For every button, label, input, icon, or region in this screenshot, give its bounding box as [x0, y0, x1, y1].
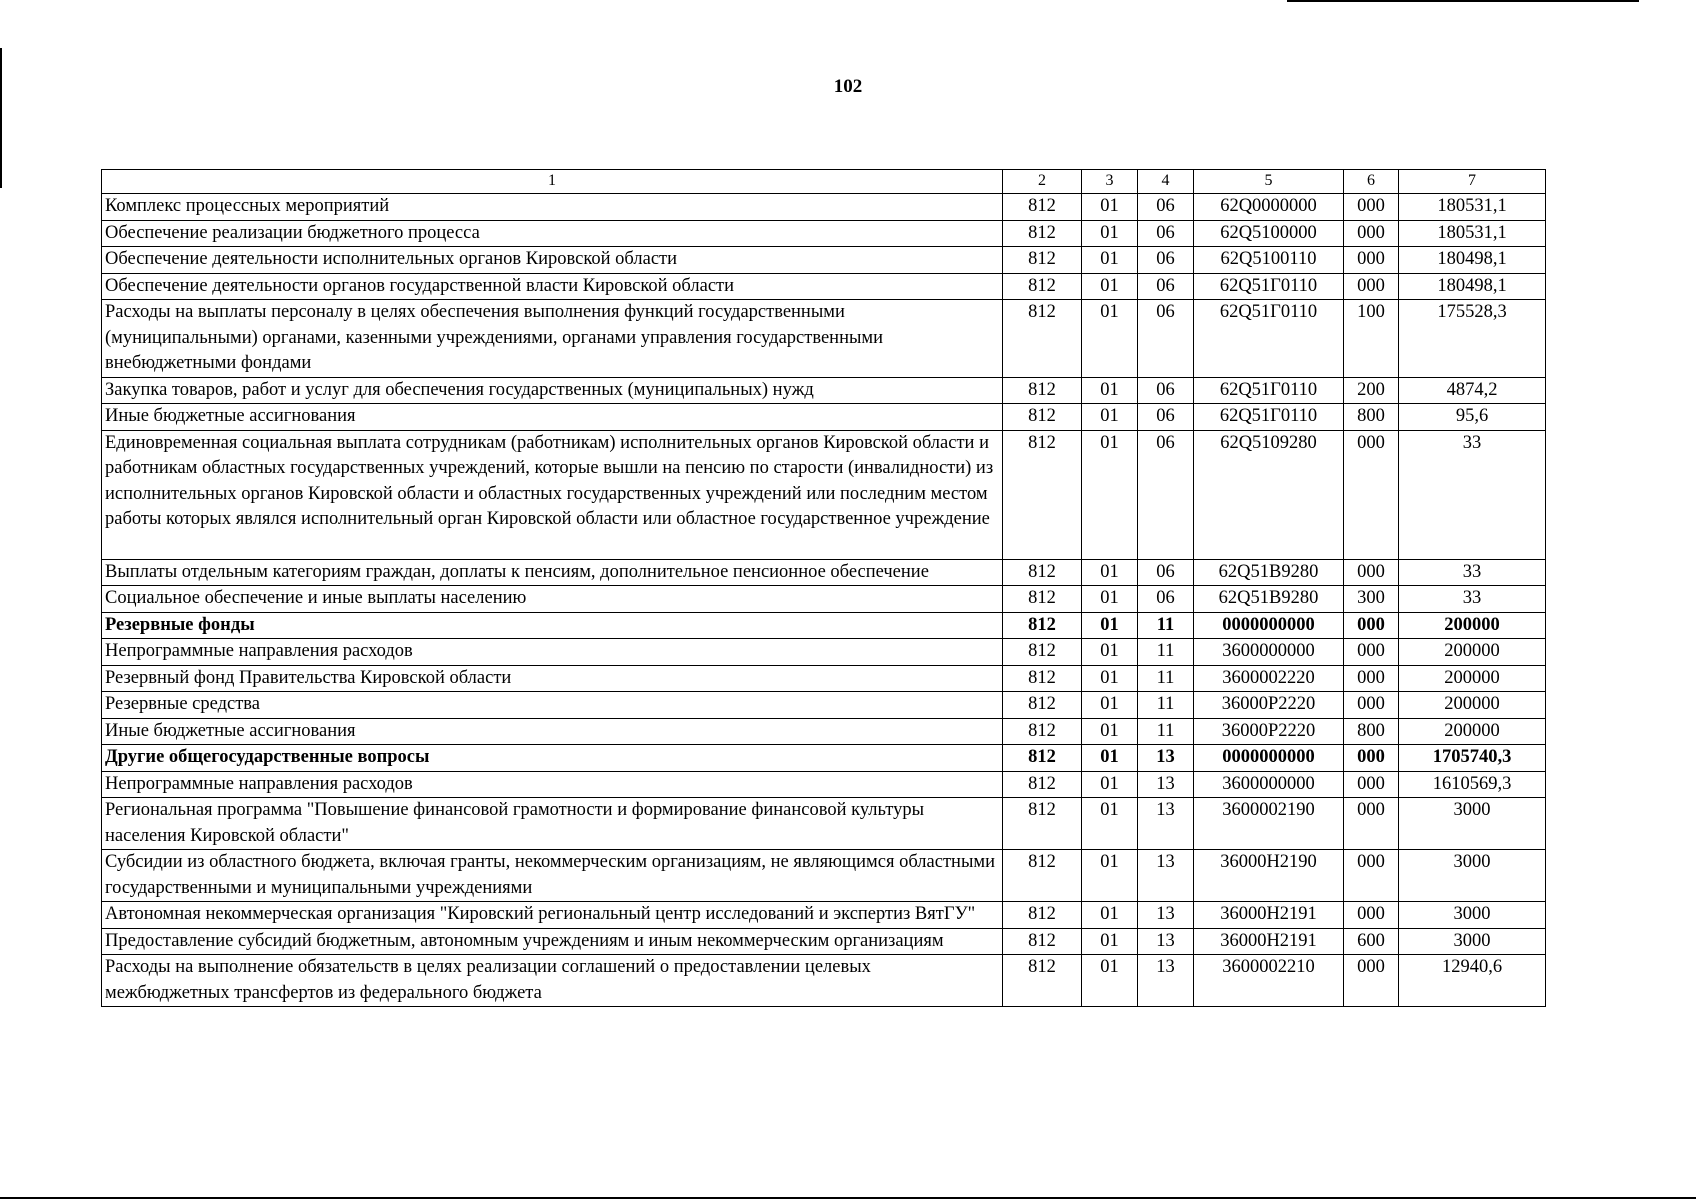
table-row: [102, 665, 1546, 692]
target-article-cell: 36000Н2191: [1194, 902, 1344, 929]
subsection-code-cell: 06: [1138, 559, 1194, 586]
expense-type-cell: 000: [1344, 639, 1399, 666]
expense-type-cell: 800: [1344, 718, 1399, 745]
section-code-cell: 01: [1082, 430, 1138, 559]
target-article-cell: 62Q51Г0110: [1194, 273, 1344, 300]
target-article-cell: 62Q51Г0110: [1194, 404, 1344, 431]
amount-cell: 3000: [1399, 902, 1546, 929]
table-row: [102, 194, 1546, 221]
row-name-cell: Социальное обеспечение и иные выплаты населению: [102, 586, 1003, 613]
amount-cell: 200000: [1399, 639, 1546, 666]
expense-type-cell: 000: [1344, 194, 1399, 221]
expense-type-cell: 000: [1344, 850, 1399, 902]
expense-type-cell: 000: [1344, 430, 1399, 559]
column-header: 4: [1138, 170, 1194, 194]
section-code-cell: 01: [1082, 559, 1138, 586]
header-row: [102, 170, 1546, 194]
amount-cell: 33: [1399, 586, 1546, 613]
row-name-cell: Предоставление субсидий бюджетным, автономным учреждениям и иным некоммерческим организациям: [102, 928, 1003, 955]
grbs-code-cell: 812: [1003, 639, 1082, 666]
amount-cell: 180498,1: [1399, 273, 1546, 300]
grbs-code-cell: 812: [1003, 404, 1082, 431]
row-name-cell: Обеспечение реализации бюджетного процесса: [102, 220, 1003, 247]
row-name-cell: Другие общегосударственные вопросы: [102, 745, 1003, 772]
expense-type-cell: 600: [1344, 928, 1399, 955]
section-code-cell: 01: [1082, 718, 1138, 745]
expense-type-cell: 000: [1344, 745, 1399, 772]
table-row: [102, 745, 1546, 772]
amount-cell: 180531,1: [1399, 194, 1546, 221]
row-name-cell: Закупка товаров, работ и услуг для обеспечения государственных (муниципальных) нужд: [102, 377, 1003, 404]
amount-cell: 200000: [1399, 692, 1546, 719]
subsection-code-cell: 13: [1138, 928, 1194, 955]
expense-type-cell: 300: [1344, 586, 1399, 613]
expense-type-cell: 000: [1344, 247, 1399, 274]
expense-type-cell: 000: [1344, 692, 1399, 719]
column-header: 2: [1003, 170, 1082, 194]
target-article-cell: 62Q5109280: [1194, 430, 1344, 559]
section-code-cell: 01: [1082, 665, 1138, 692]
table-row: [102, 718, 1546, 745]
row-name-cell: Резервные фонды: [102, 612, 1003, 639]
target-article-cell: 36000Н2190: [1194, 850, 1344, 902]
section-code-cell: 01: [1082, 639, 1138, 666]
grbs-code-cell: 812: [1003, 220, 1082, 247]
amount-cell: 3000: [1399, 798, 1546, 850]
grbs-code-cell: 812: [1003, 586, 1082, 613]
table-row: [102, 377, 1546, 404]
subsection-code-cell: 13: [1138, 745, 1194, 772]
table-row: [102, 300, 1546, 378]
row-name-cell: Комплекс процессных мероприятий: [102, 194, 1003, 221]
grbs-code-cell: 812: [1003, 300, 1082, 378]
grbs-code-cell: 812: [1003, 798, 1082, 850]
grbs-code-cell: 812: [1003, 928, 1082, 955]
expense-type-cell: 000: [1344, 798, 1399, 850]
amount-cell: 200000: [1399, 665, 1546, 692]
target-article-cell: 0000000000: [1194, 612, 1344, 639]
grbs-code-cell: 812: [1003, 247, 1082, 274]
row-name-cell: Иные бюджетные ассигнования: [102, 404, 1003, 431]
subsection-code-cell: 06: [1138, 247, 1194, 274]
grbs-code-cell: 812: [1003, 194, 1082, 221]
grbs-code-cell: 812: [1003, 430, 1082, 559]
subsection-code-cell: 06: [1138, 300, 1194, 378]
amount-cell: 12940,6: [1399, 955, 1546, 1007]
expense-type-cell: 100: [1344, 300, 1399, 378]
row-name-cell: Непрограммные направления расходов: [102, 771, 1003, 798]
table-row: [102, 559, 1546, 586]
row-name-cell: Непрограммные направления расходов: [102, 639, 1003, 666]
section-code-cell: 01: [1082, 247, 1138, 274]
scan-edge-left: [0, 48, 2, 188]
table-row: [102, 586, 1546, 613]
grbs-code-cell: 812: [1003, 902, 1082, 929]
table-body: [102, 194, 1546, 1007]
table-row: [102, 902, 1546, 929]
row-name-cell: Обеспечение деятельности исполнительных органов Кировской области: [102, 247, 1003, 274]
section-code-cell: 01: [1082, 612, 1138, 639]
row-name-cell: Иные бюджетные ассигнования: [102, 718, 1003, 745]
section-code-cell: 01: [1082, 220, 1138, 247]
target-article-cell: 3600002210: [1194, 955, 1344, 1007]
expense-type-cell: 000: [1344, 220, 1399, 247]
column-header: 6: [1344, 170, 1399, 194]
column-header: 7: [1399, 170, 1546, 194]
amount-cell: 200000: [1399, 718, 1546, 745]
amount-cell: 3000: [1399, 928, 1546, 955]
target-article-cell: 62Q0000000: [1194, 194, 1344, 221]
row-name-cell: Единовременная социальная выплата сотрудникам (работникам) исполнительных органов Кировской области и работникам областных государственных учреждений, которые вышли на пенсию по старости (инвалидности) из исполнительных органов Кировской области и областных государственных учреждений или последним местом работы которых являлся исполнительный орган Кировской области или областное государственное учреждение: [102, 430, 1003, 559]
subsection-code-cell: 06: [1138, 220, 1194, 247]
grbs-code-cell: 812: [1003, 612, 1082, 639]
target-article-cell: 3600002220: [1194, 665, 1344, 692]
column-header: 3: [1082, 170, 1138, 194]
table-row: [102, 850, 1546, 902]
target-article-cell: 36000Р2220: [1194, 718, 1344, 745]
table-row: [102, 771, 1546, 798]
target-article-cell: 36000Р2220: [1194, 692, 1344, 719]
grbs-code-cell: 812: [1003, 665, 1082, 692]
expense-type-cell: 000: [1344, 612, 1399, 639]
row-name-cell: Выплаты отдельным категориям граждан, доплаты к пенсиям, дополнительное пенсионное обеспечение: [102, 559, 1003, 586]
grbs-code-cell: 812: [1003, 745, 1082, 772]
amount-cell: 95,6: [1399, 404, 1546, 431]
subsection-code-cell: 06: [1138, 430, 1194, 559]
subsection-code-cell: 11: [1138, 692, 1194, 719]
section-code-cell: 01: [1082, 902, 1138, 929]
column-header: 5: [1194, 170, 1344, 194]
page-number: 102: [833, 76, 863, 97]
expense-type-cell: 200: [1344, 377, 1399, 404]
subsection-code-cell: 13: [1138, 798, 1194, 850]
row-name-cell: Обеспечение деятельности органов государственной власти Кировской области: [102, 273, 1003, 300]
subsection-code-cell: 06: [1138, 377, 1194, 404]
section-code-cell: 01: [1082, 771, 1138, 798]
grbs-code-cell: 812: [1003, 718, 1082, 745]
subsection-code-cell: 06: [1138, 273, 1194, 300]
section-code-cell: 01: [1082, 928, 1138, 955]
table-row: [102, 247, 1546, 274]
table-row: [102, 273, 1546, 300]
expense-type-cell: 000: [1344, 665, 1399, 692]
grbs-code-cell: 812: [1003, 559, 1082, 586]
target-article-cell: 62Q5100000: [1194, 220, 1344, 247]
section-code-cell: 01: [1082, 745, 1138, 772]
grbs-code-cell: 812: [1003, 850, 1082, 902]
target-article-cell: 3600000000: [1194, 771, 1344, 798]
table-row: [102, 928, 1546, 955]
budget-table: [101, 169, 1546, 1007]
scan-edge-bottom: [0, 1197, 1696, 1199]
target-article-cell: 62Q5100110: [1194, 247, 1344, 274]
subsection-code-cell: 11: [1138, 639, 1194, 666]
row-name-cell: Резервный фонд Правительства Кировской области: [102, 665, 1003, 692]
amount-cell: 1610569,3: [1399, 771, 1546, 798]
amount-cell: 1705740,3: [1399, 745, 1546, 772]
amount-cell: 33: [1399, 559, 1546, 586]
row-name-cell: Расходы на выплаты персоналу в целях обеспечения выполнения функций государственными (муниципальными) органами, казенными учреждениями, органами управления государственными внебюджетными фондами: [102, 300, 1003, 378]
column-header: 1: [102, 170, 1003, 194]
row-name-cell: Расходы на выполнение обязательств в целях реализации соглашений о предоставлении целевых межбюджетных трансфертов из федерального бюджета: [102, 955, 1003, 1007]
expense-type-cell: 800: [1344, 404, 1399, 431]
grbs-code-cell: 812: [1003, 955, 1082, 1007]
target-article-cell: 62Q51Г0110: [1194, 300, 1344, 378]
row-name-cell: Автономная некоммерческая организация "Кировский региональный центр исследований и экспертиз ВятГУ": [102, 902, 1003, 929]
section-code-cell: 01: [1082, 194, 1138, 221]
row-name-cell: Региональная программа "Повышение финансовой грамотности и формирование финансовой культуры населения Кировской области": [102, 798, 1003, 850]
expense-type-cell: 000: [1344, 559, 1399, 586]
subsection-code-cell: 06: [1138, 194, 1194, 221]
section-code-cell: 01: [1082, 377, 1138, 404]
table-row: [102, 639, 1546, 666]
target-article-cell: 62Q51В9280: [1194, 559, 1344, 586]
subsection-code-cell: 11: [1138, 665, 1194, 692]
amount-cell: 4874,2: [1399, 377, 1546, 404]
expense-type-cell: 000: [1344, 902, 1399, 929]
section-code-cell: 01: [1082, 404, 1138, 431]
section-code-cell: 01: [1082, 850, 1138, 902]
amount-cell: 180531,1: [1399, 220, 1546, 247]
section-code-cell: 01: [1082, 955, 1138, 1007]
section-code-cell: 01: [1082, 692, 1138, 719]
subsection-code-cell: 06: [1138, 586, 1194, 613]
table-row: [102, 220, 1546, 247]
grbs-code-cell: 812: [1003, 273, 1082, 300]
table-row: [102, 404, 1546, 431]
expense-type-cell: 000: [1344, 955, 1399, 1007]
row-name-cell: Резервные средства: [102, 692, 1003, 719]
expense-type-cell: 000: [1344, 273, 1399, 300]
grbs-code-cell: 812: [1003, 377, 1082, 404]
grbs-code-cell: 812: [1003, 771, 1082, 798]
subsection-code-cell: 11: [1138, 612, 1194, 639]
subsection-code-cell: 13: [1138, 850, 1194, 902]
section-code-cell: 01: [1082, 273, 1138, 300]
amount-cell: 200000: [1399, 612, 1546, 639]
scan-edge-top-right: [1287, 0, 1639, 2]
table-row: [102, 798, 1546, 850]
grbs-code-cell: 812: [1003, 692, 1082, 719]
amount-cell: 180498,1: [1399, 247, 1546, 274]
target-article-cell: 62Q51В9280: [1194, 586, 1344, 613]
subsection-code-cell: 13: [1138, 771, 1194, 798]
row-name-cell: Субсидии из областного бюджета, включая гранты, некоммерческим организациям, не являющимся областными государственными и муниципальными учреждениями: [102, 850, 1003, 902]
table-row: [102, 430, 1546, 559]
amount-cell: 33: [1399, 430, 1546, 559]
table-row: [102, 612, 1546, 639]
table-row: [102, 955, 1546, 1007]
section-code-cell: 01: [1082, 798, 1138, 850]
target-article-cell: 3600002190: [1194, 798, 1344, 850]
subsection-code-cell: 06: [1138, 404, 1194, 431]
subsection-code-cell: 11: [1138, 718, 1194, 745]
subsection-code-cell: 13: [1138, 902, 1194, 929]
section-code-cell: 01: [1082, 300, 1138, 378]
expense-type-cell: 000: [1344, 771, 1399, 798]
target-article-cell: 3600000000: [1194, 639, 1344, 666]
section-code-cell: 01: [1082, 586, 1138, 613]
subsection-code-cell: 13: [1138, 955, 1194, 1007]
target-article-cell: 62Q51Г0110: [1194, 377, 1344, 404]
target-article-cell: 36000Н2191: [1194, 928, 1344, 955]
target-article-cell: 0000000000: [1194, 745, 1344, 772]
amount-cell: 3000: [1399, 850, 1546, 902]
table-row: [102, 692, 1546, 719]
amount-cell: 175528,3: [1399, 300, 1546, 378]
